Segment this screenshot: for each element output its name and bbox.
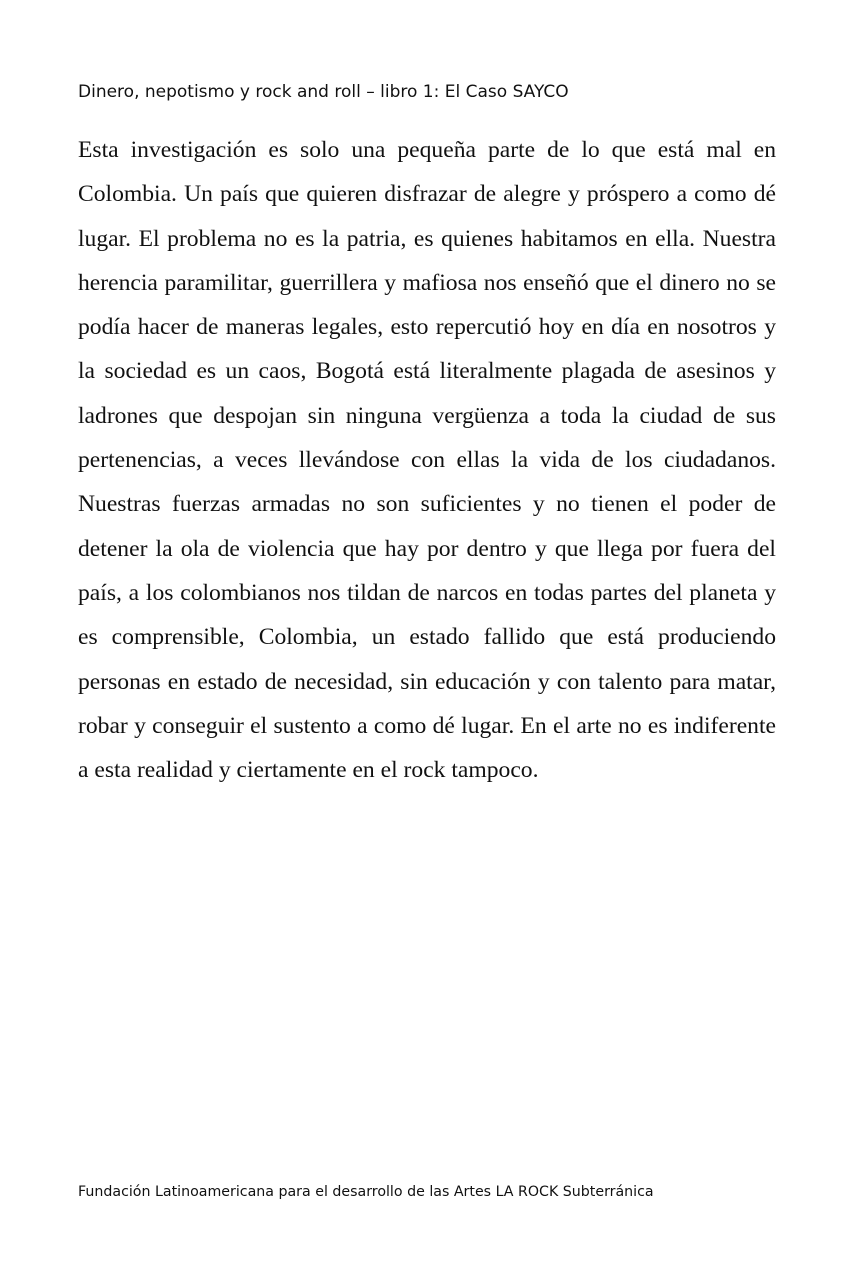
body-paragraph: Esta investigación es solo una pequeña parte de lo que está mal en Colombia. Un país que quieren disfrazar de alegre y próspero a como dé lugar. El problema no es la patria, es quienes habitamos en ella. Nuestra herencia paramilitar, guerrillera y mafiosa nos enseñó que el dinero no se podía hacer de maneras legales, esto repercutió hoy en día en nosotros y la sociedad es un caos, Bogotá está literalmente plagada de asesinos y ladrones que despojan sin ninguna vergüenza a toda la ciudad de sus pertenencias, a veces llevándose con ellas la vida de los ciudadanos. Nuestras fuerzas armadas no son suficientes y no tienen el poder de detener la ola de violencia que hay por dentro y que llega por fuera del país, a los colombianos nos tildan de narcos en todas partes del planeta y es comprensible, Colombia, un estado fallido que está produciendo personas en estado de necesidad, sin educación y con talento para matar, robar y conseguir el sustento a como dé lugar. En el arte no es indiferente a esta realidad y ciertamente en el rock tampoco. (78, 137, 776, 784)
running-footer: Fundación Latinoamericana para el desarrollo de las Artes LA ROCK Subterránica (78, 1184, 654, 1200)
running-header: Dinero, nepotismo y rock and roll – libro 1: El Caso SAYCO (78, 82, 569, 102)
